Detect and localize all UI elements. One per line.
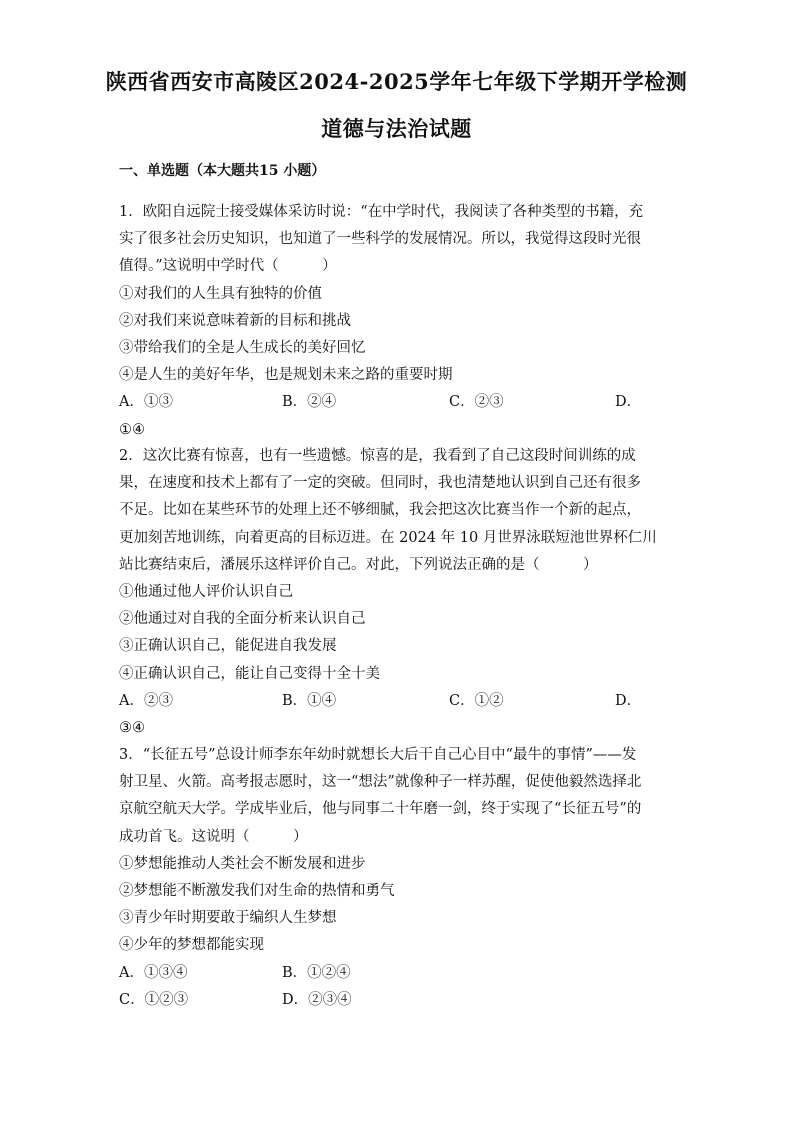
option-c[interactable]: C．①②: [449, 692, 504, 709]
statement-2: ②梦想能不断激发我们对生命的热情和勇气: [119, 882, 395, 899]
statement-2: ②对我们来说意味着新的目标和挑战: [119, 312, 351, 329]
question-stem-line: 1．欧阳自远院士接受媒体采访时说：“在中学时代，我阅读了各种类型的书籍，充: [119, 204, 644, 220]
question-stem-line: 站比赛结束后，潘展乐这样评价自己。对此，下列说法正确的是（ ）: [119, 556, 598, 573]
statement-1: ①梦想能推动人类社会不断发展和进步: [119, 855, 366, 872]
exam-title-line-2: 道德与法治试题: [321, 116, 472, 141]
statement-1: ①对我们的人生具有独特的价值: [119, 285, 322, 302]
statement-4: ④正确认识自己，能让自己变得十全十美: [119, 665, 380, 682]
option-b[interactable]: B．①④: [282, 692, 337, 709]
statement-4: ④少年的梦想都能实现: [119, 937, 264, 954]
question-stem-line: 成功首飞。这说明（ ）: [119, 828, 308, 845]
option-b[interactable]: B．①②④: [282, 964, 351, 981]
question-stem-line: 京航空航天大学。学成毕业后，他与同事二十年磨一剑，终于实现了“长征五号”的: [119, 801, 642, 818]
option-d[interactable]: D．: [615, 692, 642, 709]
answer-options-row-2: [119, 987, 675, 1014]
statement-1: ①他通过他人评价认识自己: [119, 583, 293, 600]
option-a[interactable]: A．②③: [119, 692, 173, 709]
answer-options-row-1: [119, 960, 675, 987]
statement-2: ②他通过对自我的全面分析来认识自己: [119, 611, 366, 628]
option-c[interactable]: C．②③: [449, 394, 504, 411]
question-stem-line: 果，在速度和技术上都有了一定的突破。但同时，我也清楚地认识到自己还有很多: [119, 475, 641, 492]
question-stem-line: 值得。”这说明中学时代（ ）: [119, 258, 337, 275]
option-a[interactable]: A．①③④: [119, 964, 188, 981]
statement-3: ③带给我们的全是人生成长的美好回忆: [119, 339, 366, 356]
question-stem-line: 更加刻苦地训练，向着更高的目标迈进。在 2024 年 10 月世界泳联短池世界杯仁川: [119, 529, 657, 546]
question-1: [119, 199, 675, 444]
option-b[interactable]: B．②④: [282, 394, 337, 411]
question-stem-line: 2．这次比赛有惊喜，也有一些遗憾。惊喜的是，我看到了自己这段时间训练的成: [119, 448, 636, 464]
answer-options: [119, 389, 675, 416]
option-c[interactable]: C．①②③: [119, 991, 189, 1008]
question-stem-line: 3．“长征五号”总设计师李东年幼时就想长大后干自己心目中“最牛的事情”——发: [119, 747, 637, 763]
question-stem-line: 射卫星、火箭。高考报志愿时，这一“想法”就像种子一样苏醒，促使他毅然选择北: [119, 774, 642, 791]
exam-title-line-1: 陕西省西安市高陵区2024-2025学年七年级下学期开学检测: [105, 69, 688, 94]
option-a[interactable]: A．①③: [119, 394, 173, 411]
question-2: [119, 443, 675, 742]
question-3: [119, 742, 675, 1014]
option-d-continuation[interactable]: ③④: [119, 719, 145, 736]
option-d[interactable]: D．: [615, 394, 642, 411]
question-stem-line: 实了很多社会历史知识，也知道了一些科学的发展情况。所以，我觉得这段时光很: [119, 231, 641, 248]
statement-4: ④是人生的美好年华，也是规划未来之路的重要时期: [119, 367, 453, 384]
option-d[interactable]: D．②③④: [282, 991, 352, 1008]
section-heading: 一、单选题（本大题共15 小题）: [119, 163, 326, 179]
statement-3: ③正确认识自己，能促进自我发展: [119, 638, 337, 655]
option-d-continuation[interactable]: ①④: [119, 421, 145, 438]
question-stem-line: 不足。比如在某些环节的处理上还不够细腻，我会把这次比赛当作一个新的起点，: [119, 502, 641, 519]
answer-options: [119, 688, 675, 715]
statement-3: ③青少年时期要敢于编织人生梦想: [119, 910, 337, 927]
